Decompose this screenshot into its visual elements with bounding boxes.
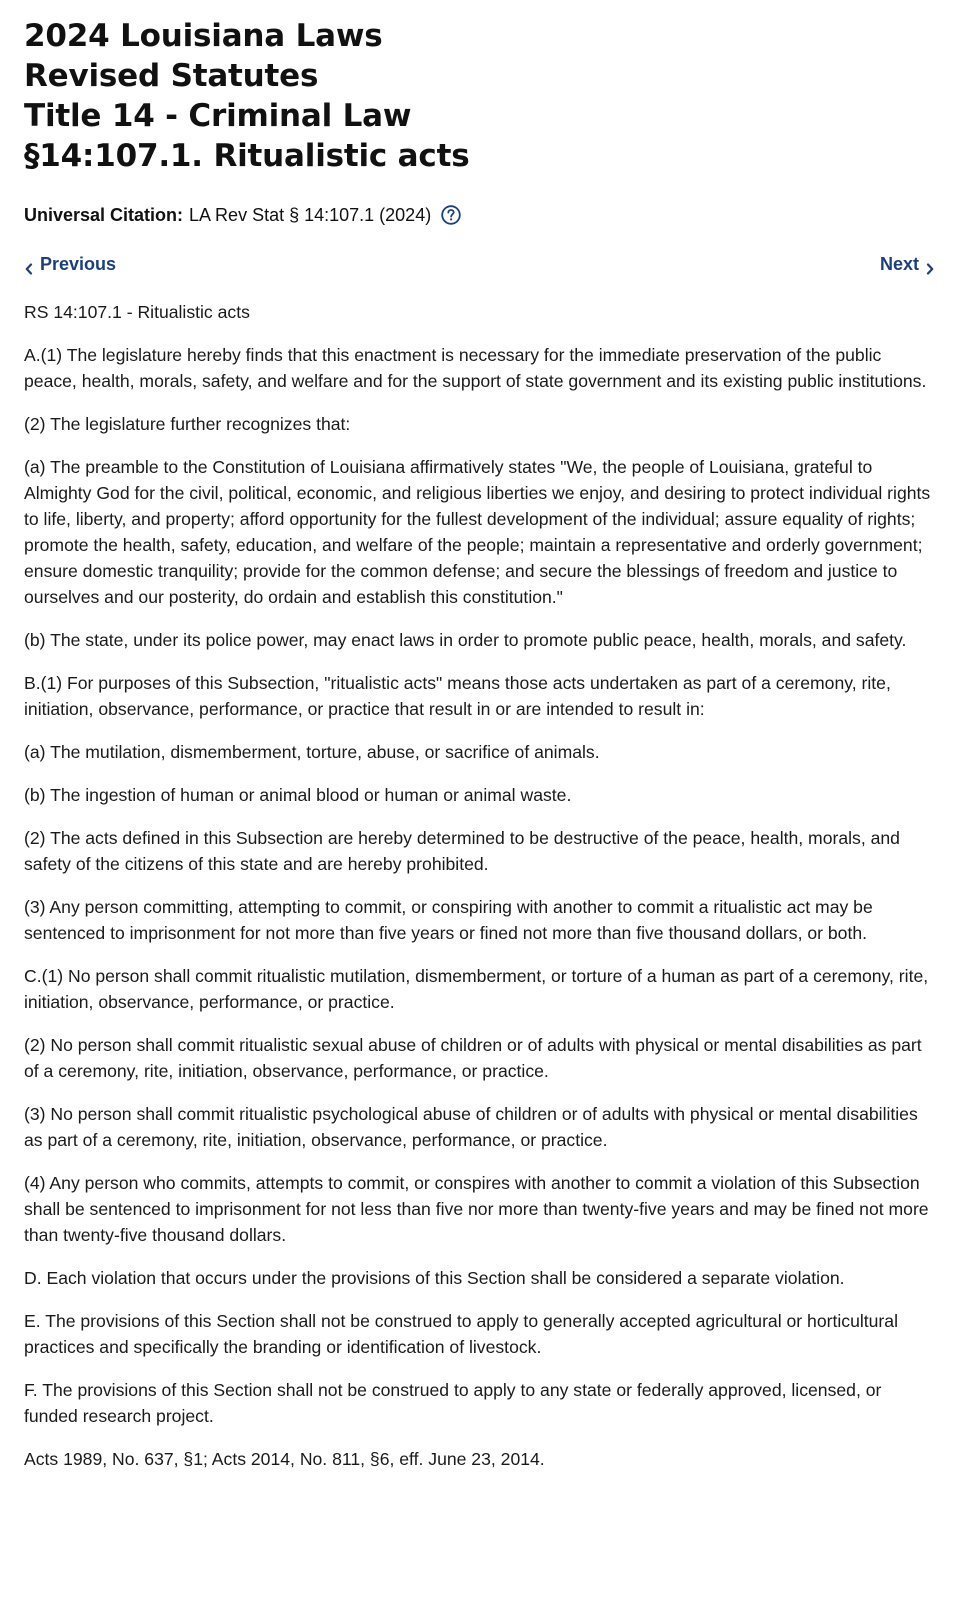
page-title <box>24 16 935 176</box>
statute-paragraph: (a) The preamble to the Constitution of Louisiana affirmatively states "We, the people of Louisiana, grateful to Almighty God for the civil, political, economic, and religious liberties we enjoy, and desiring to protect individual rights to life, liberty, and property; afford opportunity for the fullest development of the individual; assure equality of rights; promote the health, safety, education, and welfare of the people; maintain a representative and orderly government; ensure domestic tranquility; provide for the common defense; and secure the blessings of freedom and justice to ourselves and our posterity, do ordain and establish this constitution." <box>24 457 931 607</box>
title-line-code: Revised Statutes <box>24 58 319 94</box>
statute-paragraph: A.(1) The legislature hereby finds that this enactment is necessary for the immediate preservation of the public peace, health, morals, safety, and welfare and for the support of state government and its existing public institutions. <box>24 345 927 391</box>
statute-paragraph: F. The provisions of this Section shall not be construed to apply to any state or federally approved, licensed, or funded research project. <box>24 1380 882 1426</box>
statute-paragraph: (4) Any person who commits, attempts to commit, or conspires with another to commit a violation of this Subsection shall be sentenced to imprisonment for not less than five nor more than twenty-five years and may be fined not more than twenty-five thousand dollars. <box>24 1173 929 1245</box>
universal-citation <box>24 202 935 228</box>
chevron-left-icon <box>24 259 34 271</box>
next-link[interactable] <box>880 254 935 275</box>
title-line-year: 2024 Louisiana Laws <box>24 18 383 54</box>
statute-paragraph: (a) The mutilation, dismemberment, torture, abuse, or sacrifice of animals. <box>24 742 600 762</box>
citation-label: Universal Citation: <box>24 205 184 225</box>
citation-value: LA Rev Stat § 14:107.1 (2024) <box>189 205 432 225</box>
previous-label: Previous <box>40 254 117 274</box>
chevron-right-icon <box>925 259 935 271</box>
section-pager <box>24 254 935 275</box>
statute-heading: RS 14:107.1 - Ritualistic acts <box>24 302 250 322</box>
statute-paragraph: (b) The state, under its police power, may enact laws in order to promote public peace, health, morals, and safety. <box>24 630 907 650</box>
statute-paragraph: (2) No person shall commit ritualistic sexual abuse of children or of adults with physical or mental disabilities as part of a ceremony, rite, initiation, observance, performance, or practice. <box>24 1035 922 1081</box>
title-line-title: Title 14 - Criminal Law <box>24 98 412 134</box>
statute-paragraph: C.(1) No person shall commit ritualistic mutilation, dismemberment, or torture of a human as part of a ceremony, rite, initiation, observance, performance, or practice. <box>24 966 929 1012</box>
statute-paragraph: (3) Any person committing, attempting to commit, or conspiring with another to commit a ritualistic act may be sentenced to imprisonment for not more than five years or fined not more than five thousand dollars, or both. <box>24 897 873 943</box>
statute-history: Acts 1989, No. 637, §1; Acts 2014, No. 811, §6, eff. June 23, 2014. <box>24 1449 545 1469</box>
statute-text <box>24 299 935 1472</box>
statute-paragraph: (2) The acts defined in this Subsection are hereby determined to be destructive of the peace, health, morals, and safety of the citizens of this state and are hereby prohibited. <box>24 828 900 874</box>
title-line-section: §14:107.1. Ritualistic acts <box>24 138 470 174</box>
previous-link[interactable] <box>24 254 116 275</box>
statute-paragraph: B.(1) For purposes of this Subsection, "ritualistic acts" means those acts undertaken as part of a ceremony, rite, initiation, observance, performance, or practice that result in or are intended to result in: <box>24 673 891 719</box>
statute-paragraph: (b) The ingestion of human or animal blood or human or animal waste. <box>24 785 572 805</box>
statute-paragraph: (3) No person shall commit ritualistic psychological abuse of children or of adults with physical or mental disabilities as part of a ceremony, rite, initiation, observance, performance, or practice. <box>24 1104 918 1150</box>
statute-paragraph: D. Each violation that occurs under the provisions of this Section shall be considered a separate violation. <box>24 1268 845 1288</box>
statute-paragraph: (2) The legislature further recognizes that: <box>24 414 351 434</box>
statute-paragraph: E. The provisions of this Section shall not be construed to apply to generally accepted agricultural or horticultural practices and specifically the branding or identification of livestock. <box>24 1311 898 1357</box>
question-circle-icon[interactable] <box>441 205 461 225</box>
next-label: Next <box>879 254 919 274</box>
